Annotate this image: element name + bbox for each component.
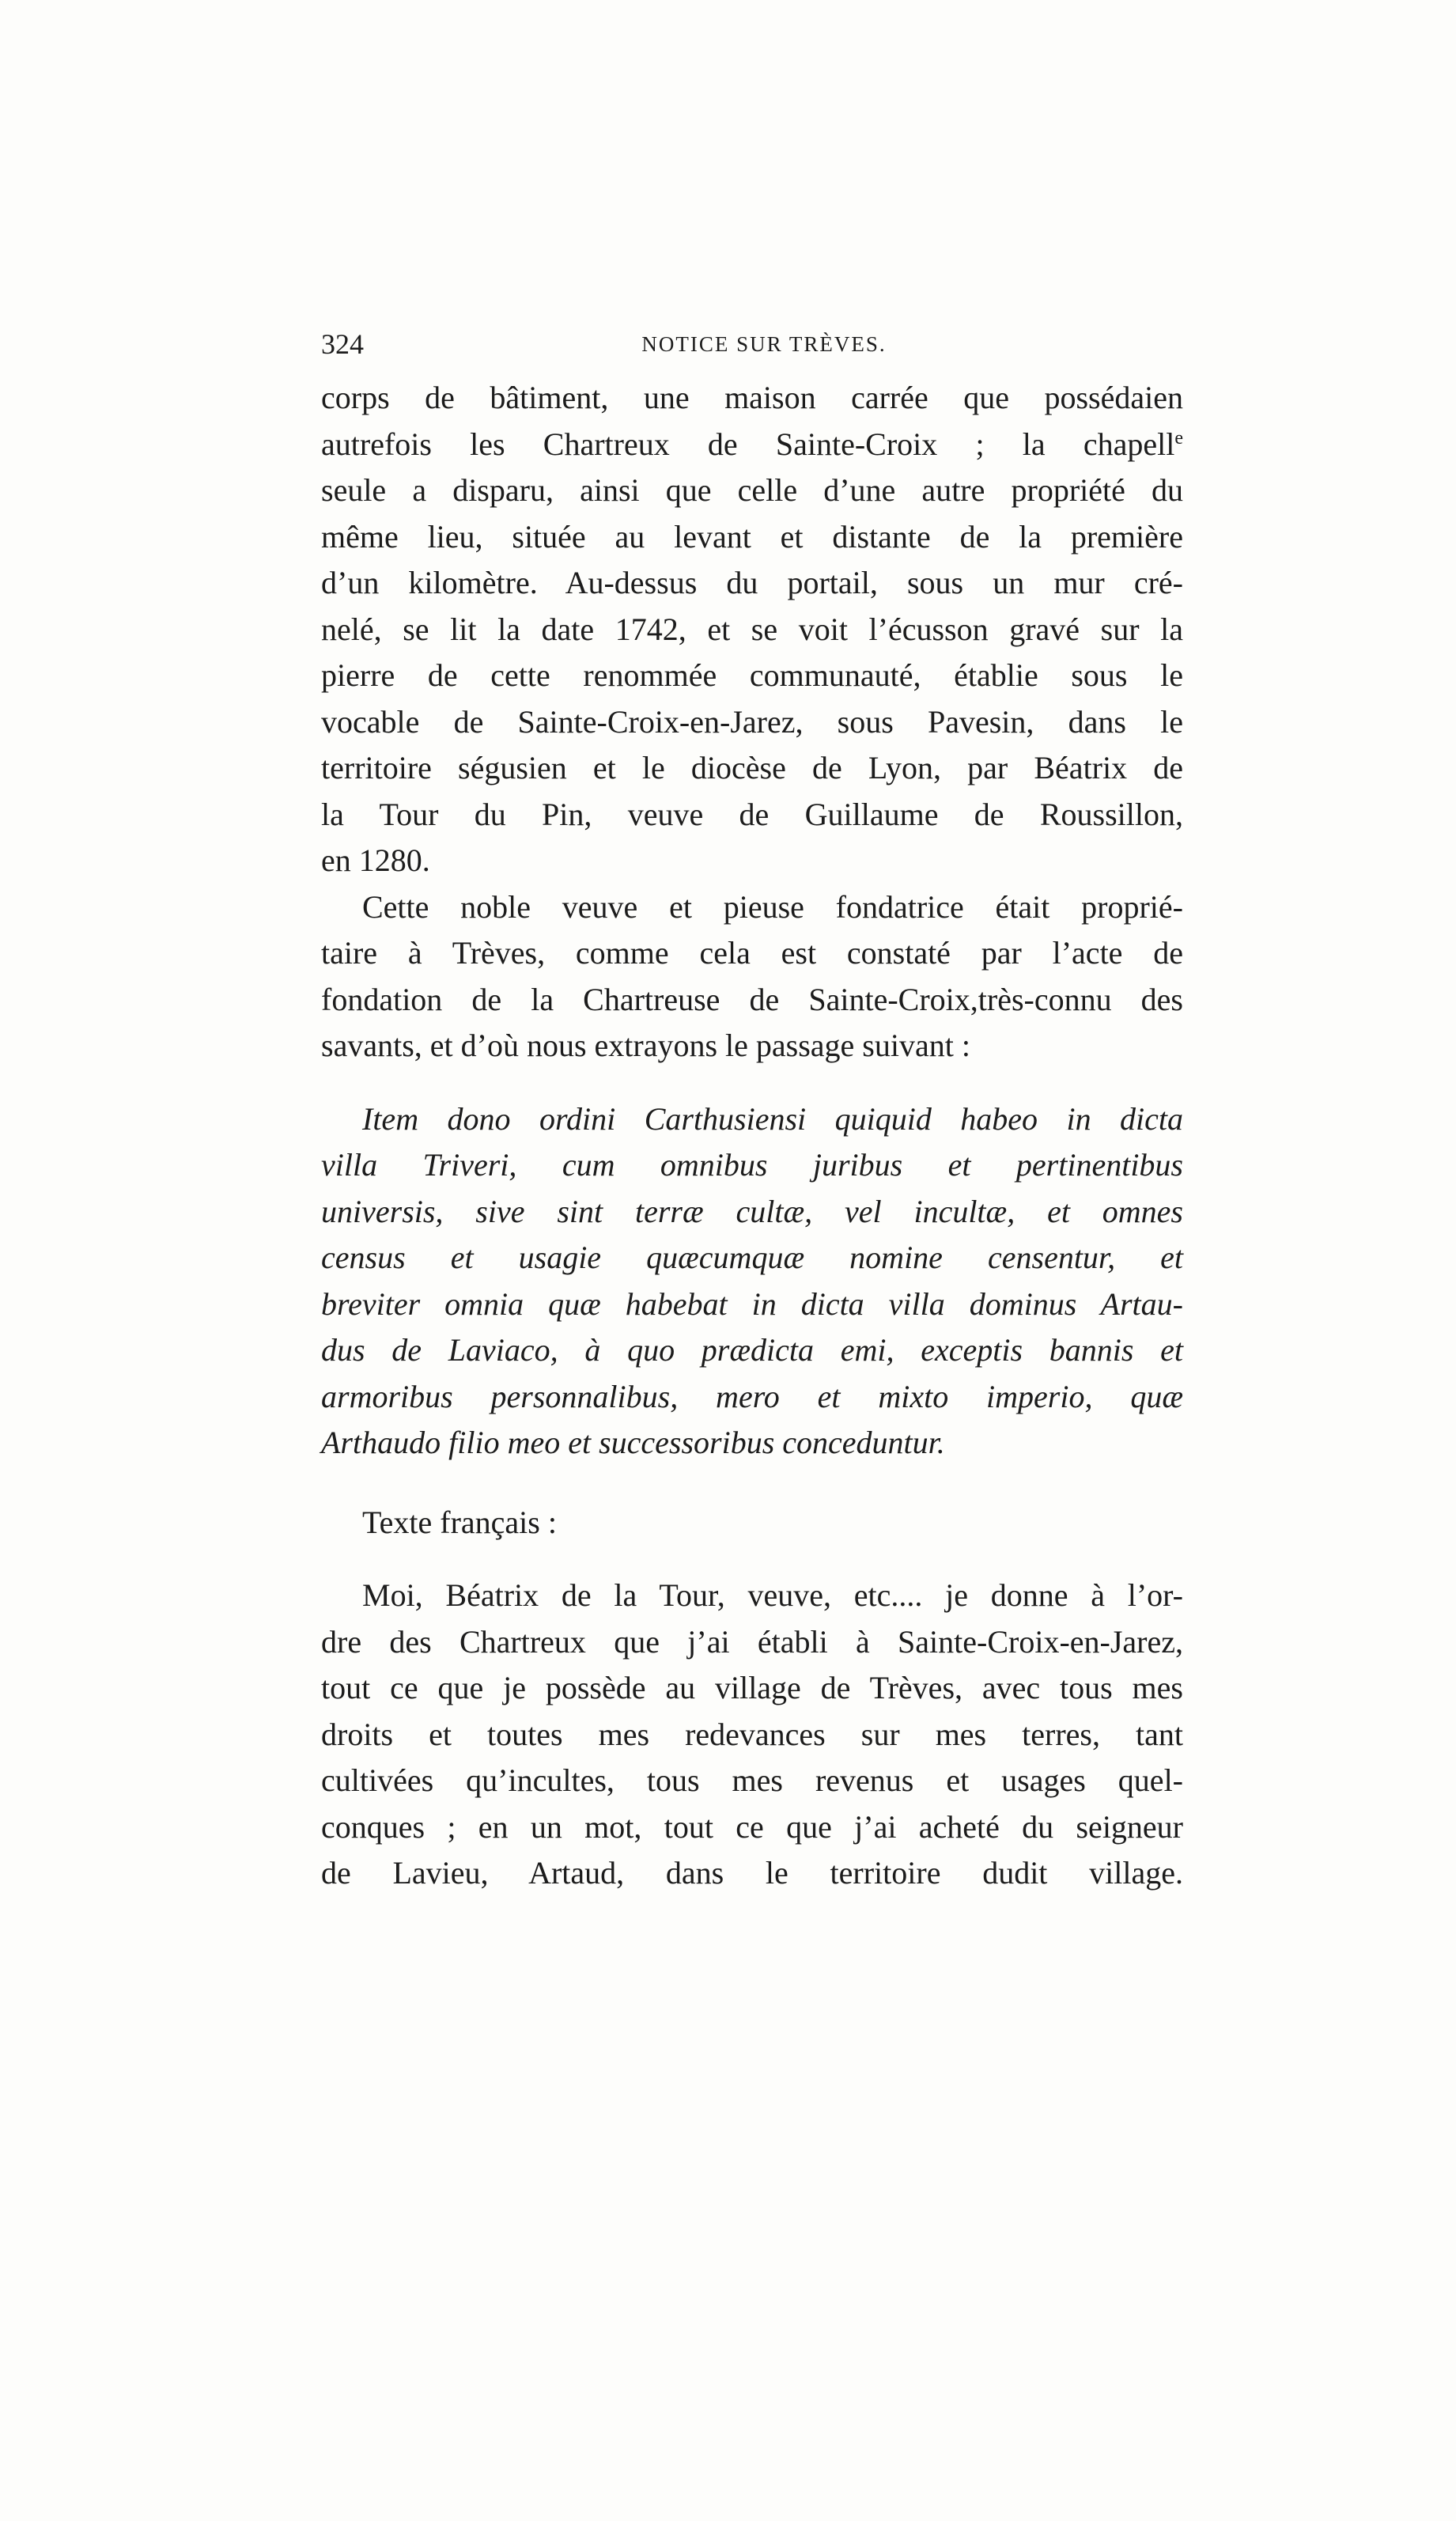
text-line-with-superscript [321, 422, 1183, 468]
page-header [321, 324, 1183, 364]
text-line: pierre de cette renommée communauté, établie sous le [321, 657, 1183, 693]
page-number: 324 [321, 328, 364, 360]
quote-line: armoribus personnalibus, mero et mixto imperio, quæ [321, 1378, 1183, 1414]
text-line: seule a disparu, ainsi que celle d’une autre propriété du [321, 472, 1183, 508]
quote-line: Arthaudo filio meo et successoribus conceduntur. [321, 1425, 945, 1460]
text-line: cultivées qu’incultes, tous mes revenus et usages quel- [321, 1762, 1183, 1798]
text-line: autrefois les Chartreux de Sainte-Croix ; la chapell [321, 426, 1175, 462]
superscript-e: e [1174, 427, 1183, 449]
text-line: la Tour du Pin, veuve de Guillaume de Roussillon, [321, 796, 1183, 832]
quote-line: breviter omnia quæ habebat in dicta villa dominus Artau- [321, 1285, 1183, 1322]
french-translation [321, 1573, 1183, 1897]
paragraph-1 [321, 375, 1183, 884]
running-title: NOTICE SUR TRÈVES. [641, 332, 887, 356]
quote-line: villa Triveri, cum omnibus juribus et pertinentibus [321, 1147, 1183, 1183]
text-line: taire à Trèves, comme cela est constaté par l’acte de [321, 935, 1183, 971]
quote-line: census et usagie quæcumquæ nomine censentur, et [321, 1240, 1183, 1275]
main-text [321, 375, 1183, 1897]
text-line: tout ce que je possède au village de Trèves, avec tous mes [321, 1670, 1183, 1705]
text-line: en 1280. [321, 842, 430, 878]
text-line: droits et toutes mes redevances sur mes terres, tant [321, 1716, 1183, 1752]
text-line: dre des Chartreux que j’ai établi à Sainte-Croix-en-Jarez, [321, 1623, 1183, 1660]
text-line: fondation de la Chartreuse de Sainte-Croix,très-connu des [321, 981, 1183, 1017]
text-line: vocable de Sainte-Croix-en-Jarez, sous Pavesin, dans le [321, 703, 1183, 740]
french-heading: Texte français : [362, 1504, 557, 1540]
text-line: Moi, Béatrix de la Tour, veuve, etc.... je donne à l’or- [362, 1577, 1183, 1613]
text-line: savants, et d’où nous extrayons le passage suivant : [321, 1028, 970, 1063]
latin-quote [321, 1096, 1183, 1467]
text-line: nelé, se lit la date 1742, et se voit l’écusson gravé sur la [321, 611, 1183, 647]
paragraph-2 [321, 884, 1183, 1069]
quote-line: Item dono ordini Carthusiensi quiquid habeo in dicta [362, 1100, 1183, 1137]
text-line: corps de bâtiment, une maison carrée que possédaien [321, 380, 1183, 415]
text-line: Cette noble veuve et pieuse fondatrice était proprié- [362, 888, 1183, 925]
text-line: territoire ségusien et le diocèse de Lyon, par Béatrix de [321, 750, 1183, 785]
text-line: conques ; en un mot, tout ce que j’ai acheté du seigneur [321, 1808, 1183, 1845]
quote-line: universis, sive sint terræ cultæ, vel incultæ, et omnes [321, 1193, 1183, 1229]
text-line: même lieu, située au levant et distante de la première [321, 518, 1183, 555]
quote-line: dus de Laviaco, à quo prædicta emi, exceptis bannis et [321, 1332, 1183, 1368]
text-line: d’un kilomètre. Au-dessus du portail, sous un mur cré- [321, 565, 1183, 600]
french-heading-block [321, 1500, 1183, 1546]
text-line: de Lavieu, Artaud, dans le territoire dudit village. [321, 1855, 1183, 1891]
